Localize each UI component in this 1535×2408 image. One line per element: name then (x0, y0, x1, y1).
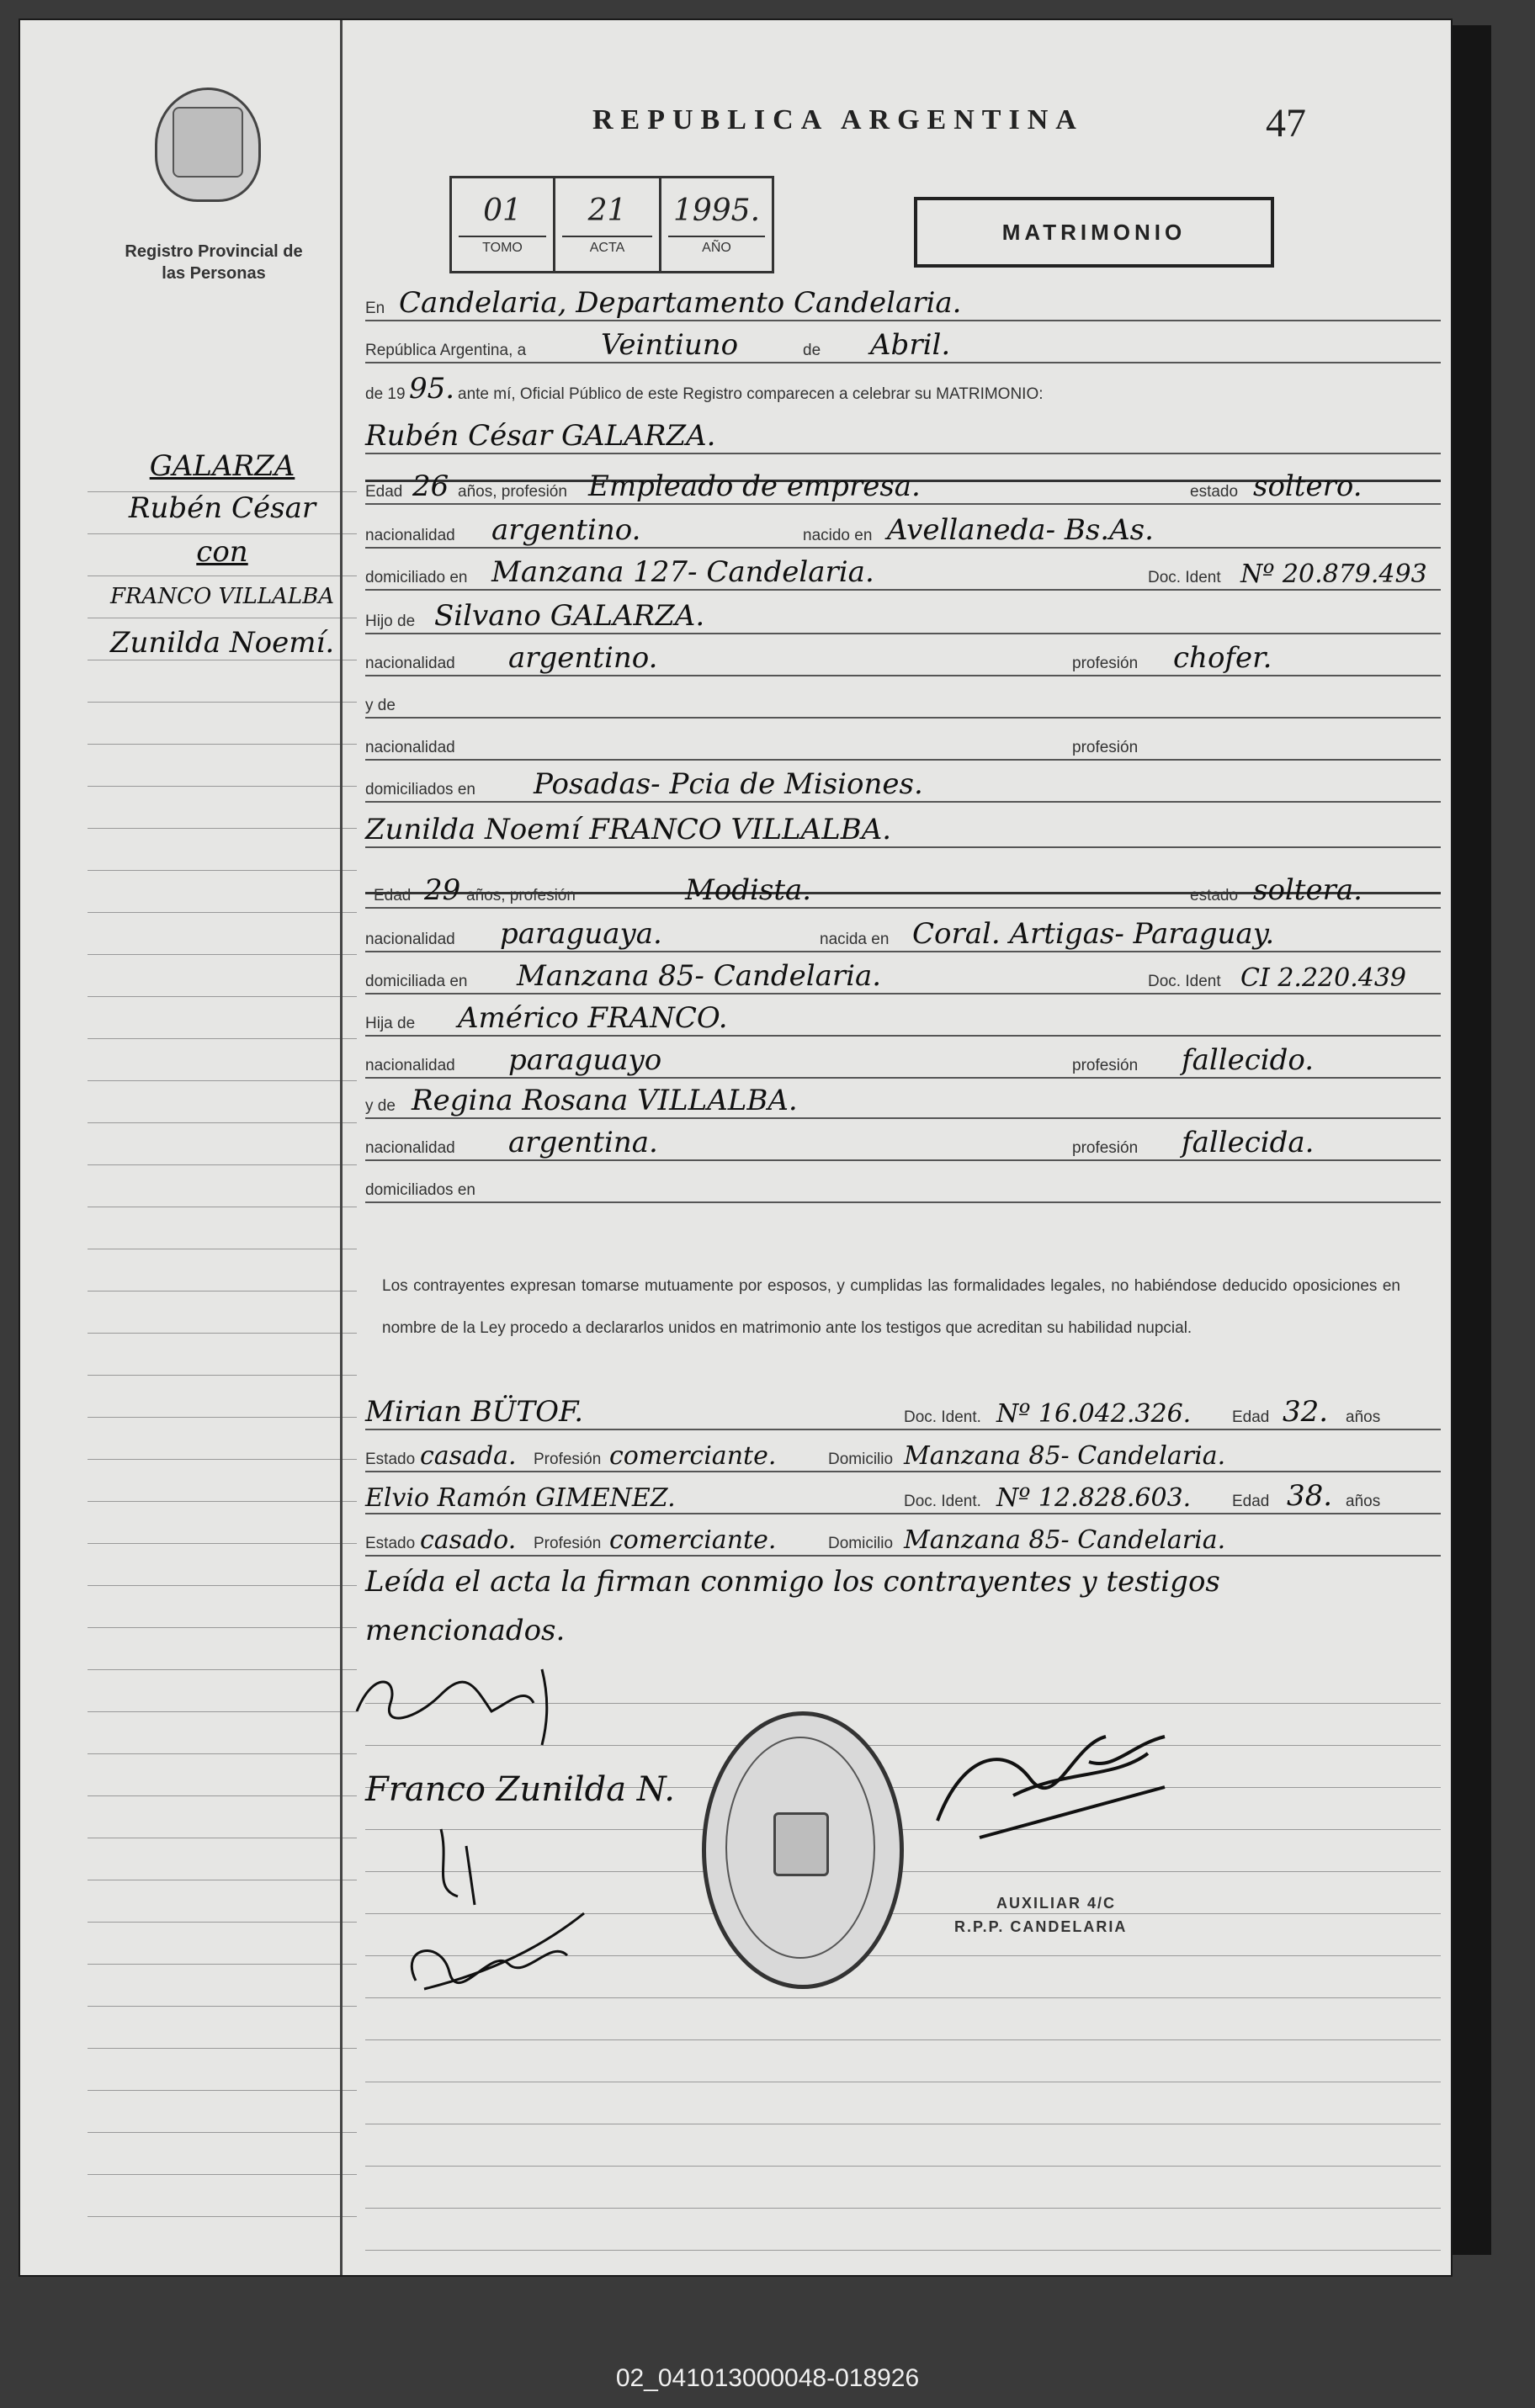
closing-line-1: Leída el acta la firman conmigo los contrayentes y testigos (365, 1565, 1220, 1599)
w1-dom-label: Domicilio (828, 1451, 894, 1468)
bride-doc: CI 2.220.439 (1240, 963, 1407, 993)
tomo-label: TOMO (482, 241, 523, 255)
w1-doc-label: Doc. Ident. (904, 1408, 981, 1426)
closing-row-1 (365, 1565, 1451, 1607)
margin-ruled-line (88, 1585, 357, 1586)
bride-edad-row (365, 873, 1451, 915)
groom-father-nac-row (365, 641, 1451, 683)
groom-estado: soltero. (1253, 469, 1362, 503)
bride-father-nac-label: nacionalidad (365, 1057, 455, 1074)
parents-dom-label: domiciliados en (365, 781, 475, 798)
margin-ruled-line (88, 912, 357, 913)
witness1-estado: casada. (420, 1441, 517, 1471)
certificate-page (19, 19, 1453, 2277)
bride-mother-nac-label: nacionalidad (365, 1139, 455, 1157)
w2-estado-label: Estado (365, 1535, 416, 1552)
margin-ruled-line (88, 2174, 357, 2175)
intro-year-row (365, 372, 1451, 414)
margin-ruled-line (88, 954, 357, 955)
bride-mother: Regina Rosana VILLALBA. (412, 1084, 798, 1117)
groom-father-row (365, 599, 1451, 641)
bride-parents-dom-row (365, 1173, 1451, 1210)
w1-anos-label: años (1346, 1408, 1381, 1426)
margin-ruled-line (88, 2006, 357, 2007)
witness2-domicilio: Manzana 85- Candelaria. (904, 1525, 1226, 1555)
edad-label: Edad (365, 483, 403, 501)
bride-father-row (365, 1001, 1451, 1043)
anio-cell (661, 178, 772, 271)
margin-ruled-line (88, 2132, 357, 2133)
witness1-profesion: comerciante. (609, 1441, 777, 1471)
bride-father: Américo FRANCO. (458, 1001, 728, 1035)
groom-nac-row (365, 513, 1451, 555)
estado-label: estado (1190, 483, 1239, 501)
witness1-row (365, 1395, 1451, 1437)
w2-prof-label: Profesión (534, 1535, 602, 1552)
margin-ruled-line (88, 1459, 357, 1460)
margin-con: con (196, 535, 248, 569)
margin-ruled-line (88, 1417, 357, 1418)
margin-ruled-line (88, 575, 357, 576)
margin-ruled-line (88, 2090, 357, 2091)
bride-estado-label: estado (1190, 887, 1239, 904)
witness2-row (365, 1479, 1451, 1521)
groom-parents-dom: Posadas- Pcia de Misiones. (534, 767, 923, 801)
groom-name-row (365, 419, 1451, 461)
intro-place: Candelaria, Departamento Candelaria. (399, 286, 962, 320)
w1-prof-label: Profesión (534, 1451, 602, 1468)
bride-domicilio: Manzana 85- Candelaria. (517, 959, 882, 993)
margin-ruled-line (88, 828, 357, 829)
bride-nacida: Coral. Artigas- Paraguay. (912, 917, 1275, 951)
mother-label: y de (365, 697, 396, 714)
de-label: de (803, 342, 821, 359)
official-signature (912, 1720, 1182, 1863)
w1-edad-label: Edad (1232, 1408, 1270, 1426)
margin-ruled-line (88, 1922, 357, 1923)
closing-line-2: mencionados. (365, 1614, 566, 1647)
legal-text: Los contrayentes expresan tomarse mutuamente por esposos, y cumplidas las formalidades legales, no habiéndose deducido oposiciones en nombre de la Ley procedo a declararlos unidos en matrimonio ante los testigos que acreditan su habilidad nupcial. (382, 1277, 1400, 1337)
intro-date-row (365, 328, 1451, 370)
record-box (449, 176, 774, 273)
intro-month: Abril. (870, 328, 951, 362)
margin-ruled-line (88, 1795, 357, 1796)
witness2-name: Elvio Ramón GIMENEZ. (365, 1483, 676, 1513)
margin-ruled-line (88, 786, 357, 787)
bride-mother-prof: fallecida. (1182, 1126, 1315, 1159)
bride-edad-label: Edad (374, 887, 412, 904)
margin-ruled-lines (20, 20, 357, 2275)
bride-nacionalidad: paraguaya. (500, 917, 662, 951)
body-ruled-line (365, 2208, 1441, 2209)
margin-ruled-line (88, 2048, 357, 2049)
margin-ruled-line (88, 702, 357, 703)
margin-ruled-line (88, 1038, 357, 1039)
groom-doc: Nº 20.879.493 (1240, 560, 1427, 589)
hijo-label: Hijo de (365, 613, 416, 630)
margin-ruled-line (88, 533, 357, 534)
witness-signatures (390, 1812, 609, 2031)
bride-edad: 29 (424, 873, 461, 907)
father-prof-label: profesión (1072, 655, 1139, 672)
bride-mother-nac-row (365, 1126, 1451, 1168)
bride-mother-label: y de (365, 1097, 396, 1115)
groom-name: Rubén César GALARZA. (365, 419, 716, 453)
acta-label: ACTA (589, 241, 625, 255)
groom-father-nac: argentino. (508, 641, 658, 675)
year-prefix: de 19 (365, 385, 406, 403)
w1-estado-label: Estado (365, 1451, 416, 1468)
bride-dom-row (365, 959, 1451, 1001)
margin-ruled-line (88, 996, 357, 997)
margin-ruled-line (88, 1753, 357, 1754)
groom-signature (340, 1652, 609, 1753)
nacido-label: nacido en (803, 527, 873, 544)
margin-ruled-line (88, 1711, 357, 1712)
bride-mother-row (365, 1084, 1451, 1126)
margin-surname-groom: GALARZA (149, 449, 295, 483)
father-nac-label: nacionalidad (365, 655, 455, 672)
groom-father: Silvano GALARZA. (434, 599, 705, 633)
groom-parents-dom-row (365, 767, 1451, 809)
record-type: MATRIMONIO (914, 197, 1274, 268)
witness2-profesion: comerciante. (609, 1525, 777, 1555)
anio-value: 1995. (672, 194, 761, 228)
tomo-cell (452, 178, 555, 271)
witness2-details-row (365, 1526, 1451, 1563)
book-spine-shadow (1449, 25, 1491, 2255)
bride-father-nac: paraguayo (508, 1043, 662, 1077)
bride-mother-nac: argentina. (508, 1126, 658, 1159)
groom-mother-nac-row (365, 730, 1451, 767)
bride-nac-label: nacionalidad (365, 931, 455, 948)
bride-dom-label: domiciliada en (365, 973, 468, 990)
groom-mother-row (365, 688, 1451, 725)
office-label: Registro Provincial de las Personas (125, 242, 303, 283)
margin-ruled-line (88, 1164, 357, 1165)
w2-dom-label: Domicilio (828, 1535, 894, 1552)
margin-ruled-line (88, 744, 357, 745)
margin-name-groom: Rubén César (128, 491, 316, 525)
stamp-shield-icon (773, 1812, 829, 1876)
stamp-line-1: AUXILIAR 4/C (996, 1895, 1117, 1912)
bride-parents-dom-label: domiciliados en (365, 1181, 475, 1199)
bride-nac-row (365, 917, 1451, 959)
intro-year-suffix: 95. (409, 372, 455, 406)
intro-day: Veintiuno (601, 328, 739, 362)
groom-domicilio: Manzana 127- Candelaria. (491, 555, 874, 589)
groom-nacido: Avellaneda- Bs.As. (887, 513, 1154, 547)
stamp-line-2: R.P.P. CANDELARIA (954, 1918, 1128, 1935)
bride-name-row (365, 813, 1451, 855)
margin-ruled-line (88, 1627, 357, 1628)
nacida-label: nacida en (820, 931, 890, 948)
domicilio-label: domiciliado en (365, 569, 468, 586)
anos-profesion-label: años, profesión (458, 483, 567, 501)
bride-doc-label: Doc. Ident (1148, 973, 1221, 990)
acta-value: 21 (587, 194, 627, 228)
bride-father-prof-label: profesión (1072, 1057, 1139, 1074)
page-header-title: REPUBLICA ARGENTINA (592, 104, 1084, 135)
w2-doc-label: Doc. Ident. (904, 1493, 981, 1510)
page-number: 47 (1266, 101, 1306, 146)
bride-name: Zunilda Noemí FRANCO VILLALBA. (365, 813, 892, 846)
republica-label: República Argentina, a (365, 342, 527, 359)
provincial-seal-icon (155, 88, 261, 202)
groom-dom-row (365, 555, 1451, 597)
bride-father-nac-row (365, 1043, 1451, 1085)
witness2-doc: Nº 12.828.603. (996, 1483, 1192, 1513)
bride-profesion: Modista. (685, 873, 812, 907)
groom-father-prof: chofer. (1173, 641, 1272, 675)
margin-ruled-line (88, 1333, 357, 1334)
nacionalidad-label: nacionalidad (365, 527, 455, 544)
mother-prof-label: profesión (1072, 739, 1139, 756)
groom-profesion: Empleado de empresa. (588, 469, 921, 503)
bride-signature: Franco Zunilda N. (365, 1770, 675, 1809)
groom-edad: 26 (412, 469, 449, 503)
groom-edad-row (365, 469, 1451, 512)
witness2-edad: 38. (1287, 1479, 1333, 1513)
closing-row-2 (365, 1614, 1451, 1656)
margin-ruled-line (88, 1543, 357, 1544)
mother-nac-label: nacionalidad (365, 739, 455, 756)
witness1-doc: Nº 16.042.326. (996, 1399, 1192, 1429)
margin-ruled-line (88, 1122, 357, 1123)
bride-anos-profesion-label: años, profesión (466, 887, 576, 904)
footer-id: 02_041013000048-018926 (615, 2364, 920, 2392)
hija-label: Hija de (365, 1015, 416, 1032)
witness1-domicilio: Manzana 85- Candelaria. (904, 1441, 1226, 1471)
doc-label: Doc. Ident (1148, 569, 1221, 586)
body-ruled-line (365, 2039, 1441, 2040)
intro-rest: ante mí, Oficial Público de este Registro comparecen a celebrar su MATRIMONIO: (458, 385, 1044, 403)
w2-anos-label: años (1346, 1493, 1381, 1510)
bride-father-prof: fallecido. (1182, 1043, 1315, 1077)
body-ruled-line (365, 2250, 1441, 2251)
acta-cell (555, 178, 661, 271)
body-ruled-line (365, 2166, 1441, 2167)
en-label: En (365, 300, 385, 317)
w2-edad-label: Edad (1232, 1493, 1270, 1510)
margin-ruled-line (88, 870, 357, 871)
anio-label: AÑO (702, 241, 731, 255)
witness2-estado: casado. (420, 1525, 517, 1555)
margin-ruled-line (88, 1291, 357, 1292)
margin-rule (340, 20, 343, 2275)
witness1-details-row (365, 1442, 1451, 1479)
margin-ruled-line (88, 1375, 357, 1376)
tomo-value: 01 (483, 194, 522, 228)
groom-nacionalidad: argentino. (491, 513, 641, 547)
bride-estado: soltera. (1253, 873, 1362, 907)
intro-place-row (365, 286, 1451, 328)
witness1-edad: 32. (1283, 1395, 1329, 1429)
margin-surname-bride: FRANCO VILLALBA (109, 584, 335, 609)
margin-ruled-line (88, 1964, 357, 1965)
bride-mother-prof-label: profesión (1072, 1139, 1139, 1157)
margin-ruled-line (88, 1501, 357, 1502)
witness1-name: Mirian BÜTOF. (365, 1395, 584, 1429)
margin-ruled-line (88, 1080, 357, 1081)
margin-name-bride: Zunilda Noemí. (109, 626, 335, 660)
margin-ruled-line (88, 1669, 357, 1670)
margin-ruled-line (88, 2216, 357, 2217)
